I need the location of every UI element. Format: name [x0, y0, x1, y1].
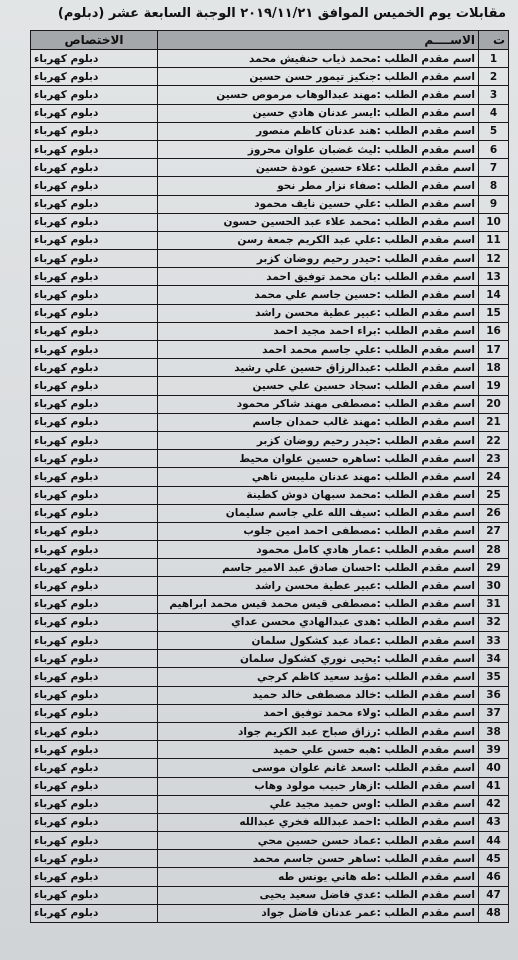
table-row — [31, 377, 509, 395]
applicant-name: اسم مقدم الطلب :يحيى نوري كشكول سلمان — [158, 650, 479, 668]
applicant-name: اسم مقدم الطلب :طه هاني يونس طه — [158, 868, 479, 886]
table-row — [31, 613, 509, 631]
specialty: دبلوم كهرباء — [31, 268, 158, 286]
table-row — [31, 86, 509, 104]
table-body — [31, 50, 509, 923]
table-row — [31, 904, 509, 922]
row-number: 4 — [479, 104, 509, 122]
applicant-name: اسم مقدم الطلب :مهند عدنان مليبس ناهي — [158, 468, 479, 486]
row-number: 44 — [479, 832, 509, 850]
specialty: دبلوم كهرباء — [31, 413, 158, 431]
column-header-name: الاســــم — [158, 31, 479, 50]
specialty: دبلوم كهرباء — [31, 250, 158, 268]
specialty: دبلوم كهرباء — [31, 213, 158, 231]
applicant-name: اسم مقدم الطلب :ساهره حسين علوان محيط — [158, 450, 479, 468]
applicant-name: اسم مقدم الطلب :مهند عبدالوهاب مرموص حسين — [158, 86, 479, 104]
table-row — [31, 886, 509, 904]
table-row — [31, 559, 509, 577]
applicant-name: اسم مقدم الطلب :احمد عبدالله فخري عبدالله — [158, 813, 479, 831]
row-number: 13 — [479, 268, 509, 286]
specialty: دبلوم كهرباء — [31, 522, 158, 540]
applicant-name: اسم مقدم الطلب :عبير عطية محسن راشد — [158, 577, 479, 595]
specialty: دبلوم كهرباء — [31, 50, 158, 68]
row-number: 21 — [479, 413, 509, 431]
applicant-name: اسم مقدم الطلب :اوس حميد مجيد علي — [158, 795, 479, 813]
applicant-name: اسم مقدم الطلب :رزاق صباح عبد الكريم جواد — [158, 722, 479, 740]
specialty: دبلوم كهرباء — [31, 177, 158, 195]
row-number: 20 — [479, 395, 509, 413]
table-row — [31, 632, 509, 650]
applicant-name: اسم مقدم الطلب :خالد مصطفى خالد حميد — [158, 686, 479, 704]
applicant-name: اسم مقدم الطلب :هبه حسن علي حميد — [158, 741, 479, 759]
specialty: دبلوم كهرباء — [31, 595, 158, 613]
row-number: 46 — [479, 868, 509, 886]
row-number: 15 — [479, 304, 509, 322]
applicant-name: اسم مقدم الطلب :عمار هادي كامل محمود — [158, 541, 479, 559]
table-row — [31, 595, 509, 613]
applicant-name: اسم مقدم الطلب :ساهر حسن جاسم محمد — [158, 850, 479, 868]
row-number: 19 — [479, 377, 509, 395]
row-number: 48 — [479, 904, 509, 922]
specialty: دبلوم كهرباء — [31, 104, 158, 122]
row-number: 31 — [479, 595, 509, 613]
specialty: دبلوم كهرباء — [31, 86, 158, 104]
row-number: 9 — [479, 195, 509, 213]
row-number: 7 — [479, 159, 509, 177]
table-row — [31, 668, 509, 686]
table-row — [31, 741, 509, 759]
row-number: 2 — [479, 68, 509, 86]
applicant-name: اسم مقدم الطلب :سيف الله علي جاسم سليمان — [158, 504, 479, 522]
specialty: دبلوم كهرباء — [31, 559, 158, 577]
specialty: دبلوم كهرباء — [31, 613, 158, 631]
column-header-specialty: الاختصاص — [31, 31, 158, 50]
row-number: 26 — [479, 504, 509, 522]
row-number: 17 — [479, 341, 509, 359]
applicant-name: اسم مقدم الطلب :محمد ذياب حنفيش محمد — [158, 50, 479, 68]
applicant-name: اسم مقدم الطلب :عبير عطية محسن راشد — [158, 304, 479, 322]
applicant-name: اسم مقدم الطلب :علي عبد الكريم جمعة رسن — [158, 231, 479, 249]
specialty: دبلوم كهرباء — [31, 577, 158, 595]
table-row — [31, 486, 509, 504]
row-number: 27 — [479, 522, 509, 540]
table-row — [31, 541, 509, 559]
table-row — [31, 450, 509, 468]
row-number: 10 — [479, 213, 509, 231]
specialty: دبلوم كهرباء — [31, 795, 158, 813]
table-row — [31, 359, 509, 377]
row-number: 11 — [479, 231, 509, 249]
specialty: دبلوم كهرباء — [31, 450, 158, 468]
specialty: دبلوم كهرباء — [31, 650, 158, 668]
specialty: دبلوم كهرباء — [31, 486, 158, 504]
page-title: مقابلات يوم الخميس الموافق ٢٠١٩/١١/٢١ الوجبة السابعة عشر (دبلوم) — [57, 6, 506, 21]
specialty: دبلوم كهرباء — [31, 777, 158, 795]
specialty: دبلوم كهرباء — [31, 704, 158, 722]
applicant-name: اسم مقدم الطلب :ولاء محمد توفيق احمد — [158, 704, 479, 722]
specialty: دبلوم كهرباء — [31, 159, 158, 177]
table-row — [31, 813, 509, 831]
row-number: 22 — [479, 431, 509, 449]
interview-table — [30, 30, 509, 923]
table-row — [31, 122, 509, 140]
table-row — [31, 468, 509, 486]
row-number: 23 — [479, 450, 509, 468]
table-row — [31, 231, 509, 249]
specialty: دبلوم كهرباء — [31, 541, 158, 559]
table-row — [31, 104, 509, 122]
row-number: 35 — [479, 668, 509, 686]
row-number: 16 — [479, 322, 509, 340]
table-row — [31, 322, 509, 340]
specialty: دبلوم كهرباء — [31, 395, 158, 413]
specialty: دبلوم كهرباء — [31, 231, 158, 249]
applicant-name: اسم مقدم الطلب :براء احمد مجيد احمد — [158, 322, 479, 340]
applicant-name: اسم مقدم الطلب :سجاد حسين علي حسين — [158, 377, 479, 395]
applicant-name: اسم مقدم الطلب :جنكيز تيمور حسن حسين — [158, 68, 479, 86]
applicant-name: اسم مقدم الطلب :مصطفى مهند شاكر محمود — [158, 395, 479, 413]
row-number: 32 — [479, 613, 509, 631]
row-number: 33 — [479, 632, 509, 650]
table-row — [31, 50, 509, 68]
table-row — [31, 250, 509, 268]
specialty: دبلوم كهرباء — [31, 832, 158, 850]
table-row — [31, 704, 509, 722]
table-row — [31, 159, 509, 177]
column-header-number: ت — [479, 31, 509, 50]
table-row — [31, 504, 509, 522]
row-number: 30 — [479, 577, 509, 595]
table-row — [31, 304, 509, 322]
row-number: 43 — [479, 813, 509, 831]
applicant-name: اسم مقدم الطلب :علي حسين نايف محمود — [158, 195, 479, 213]
applicant-name: اسم مقدم الطلب :مصطفى احمد امين جلوب — [158, 522, 479, 540]
table-row — [31, 832, 509, 850]
specialty: دبلوم كهرباء — [31, 759, 158, 777]
row-number: 45 — [479, 850, 509, 868]
table-row — [31, 868, 509, 886]
row-number: 1 — [479, 50, 509, 68]
row-number: 8 — [479, 177, 509, 195]
table-row — [31, 577, 509, 595]
table-row — [31, 759, 509, 777]
specialty: دبلوم كهرباء — [31, 68, 158, 86]
row-number: 24 — [479, 468, 509, 486]
row-number: 47 — [479, 886, 509, 904]
row-number: 39 — [479, 741, 509, 759]
row-number: 12 — [479, 250, 509, 268]
specialty: دبلوم كهرباء — [31, 741, 158, 759]
table-row — [31, 686, 509, 704]
specialty: دبلوم كهرباء — [31, 886, 158, 904]
table-row — [31, 195, 509, 213]
applicant-name: اسم مقدم الطلب :محمد علاء عبد الحسين حسون — [158, 213, 479, 231]
applicant-name: اسم مقدم الطلب :عماد عبد كشكول سلمان — [158, 632, 479, 650]
applicant-name: اسم مقدم الطلب :ليث غضبان علوان محروز — [158, 140, 479, 158]
row-number: 36 — [479, 686, 509, 704]
table-row — [31, 286, 509, 304]
table-row — [31, 68, 509, 86]
applicant-name: اسم مقدم الطلب :مصطفى قيس محمد قيس محمد ابراهيم — [158, 595, 479, 613]
specialty: دبلوم كهرباء — [31, 195, 158, 213]
applicant-name: اسم مقدم الطلب :هدى عبدالهادي محسن عداي — [158, 613, 479, 631]
table-row — [31, 850, 509, 868]
table-row — [31, 140, 509, 158]
applicant-name: اسم مقدم الطلب :عبدالرزاق حسين علي رشيد — [158, 359, 479, 377]
row-number: 42 — [479, 795, 509, 813]
row-number: 37 — [479, 704, 509, 722]
row-number: 3 — [479, 86, 509, 104]
applicant-name: اسم مقدم الطلب :حيدر رحيم روضان كزبر — [158, 431, 479, 449]
specialty: دبلوم كهرباء — [31, 140, 158, 158]
table-row — [31, 777, 509, 795]
applicant-name: اسم مقدم الطلب :ازهار حبيب مولود وهاب — [158, 777, 479, 795]
table-row — [31, 722, 509, 740]
specialty: دبلوم كهرباء — [31, 304, 158, 322]
specialty: دبلوم كهرباء — [31, 722, 158, 740]
table-row — [31, 213, 509, 231]
specialty: دبلوم كهرباء — [31, 341, 158, 359]
applicant-name: اسم مقدم الطلب :عماد حسن حسين محي — [158, 832, 479, 850]
row-number: 29 — [479, 559, 509, 577]
applicant-name: اسم مقدم الطلب :حسين جاسم علي محمد — [158, 286, 479, 304]
applicant-name: اسم مقدم الطلب :صفاء نزار مطر نحو — [158, 177, 479, 195]
row-number: 41 — [479, 777, 509, 795]
row-number: 25 — [479, 486, 509, 504]
specialty: دبلوم كهرباء — [31, 468, 158, 486]
table-header-row — [31, 31, 509, 50]
table-row — [31, 431, 509, 449]
specialty: دبلوم كهرباء — [31, 813, 158, 831]
specialty: دبلوم كهرباء — [31, 377, 158, 395]
row-number: 28 — [479, 541, 509, 559]
applicant-name: اسم مقدم الطلب :علي جاسم محمد احمد — [158, 341, 479, 359]
table-row — [31, 177, 509, 195]
specialty: دبلوم كهرباء — [31, 122, 158, 140]
applicant-name: اسم مقدم الطلب :حيدر رحيم روضان كزبر — [158, 250, 479, 268]
applicant-name: اسم مقدم الطلب :بان محمد توفيق احمد — [158, 268, 479, 286]
specialty: دبلوم كهرباء — [31, 904, 158, 922]
specialty: دبلوم كهرباء — [31, 359, 158, 377]
row-number: 38 — [479, 722, 509, 740]
applicant-name: اسم مقدم الطلب :محمد سبهان دوش كطينة — [158, 486, 479, 504]
row-number: 14 — [479, 286, 509, 304]
specialty: دبلوم كهرباء — [31, 632, 158, 650]
specialty: دبلوم كهرباء — [31, 668, 158, 686]
row-number: 34 — [479, 650, 509, 668]
applicant-name: اسم مقدم الطلب :احسان صادق عبد الامير جاسم — [158, 559, 479, 577]
applicant-name: اسم مقدم الطلب :اسعد غانم علوان موسى — [158, 759, 479, 777]
table-row — [31, 341, 509, 359]
row-number: 5 — [479, 122, 509, 140]
specialty: دبلوم كهرباء — [31, 868, 158, 886]
applicant-name: اسم مقدم الطلب :مؤيد سعيد كاظم كرجي — [158, 668, 479, 686]
row-number: 18 — [479, 359, 509, 377]
row-number: 6 — [479, 140, 509, 158]
applicant-name: اسم مقدم الطلب :عدي فاضل سعيد يحيى — [158, 886, 479, 904]
table-row — [31, 650, 509, 668]
specialty: دبلوم كهرباء — [31, 686, 158, 704]
applicant-name: اسم مقدم الطلب :علاء حسين عودة حسين — [158, 159, 479, 177]
table-row — [31, 413, 509, 431]
specialty: دبلوم كهرباء — [31, 431, 158, 449]
applicant-name: اسم مقدم الطلب :هند عدنان كاظم منصور — [158, 122, 479, 140]
table-row — [31, 522, 509, 540]
applicant-name: اسم مقدم الطلب :مهند غالب حمدان جاسم — [158, 413, 479, 431]
specialty: دبلوم كهرباء — [31, 286, 158, 304]
specialty: دبلوم كهرباء — [31, 322, 158, 340]
specialty: دبلوم كهرباء — [31, 504, 158, 522]
applicant-name: اسم مقدم الطلب :ايسر عدنان هادي حسين — [158, 104, 479, 122]
applicant-name: اسم مقدم الطلب :عمر عدنان فاضل جواد — [158, 904, 479, 922]
table-row — [31, 795, 509, 813]
table-row — [31, 268, 509, 286]
table-row — [31, 395, 509, 413]
specialty: دبلوم كهرباء — [31, 850, 158, 868]
row-number: 40 — [479, 759, 509, 777]
